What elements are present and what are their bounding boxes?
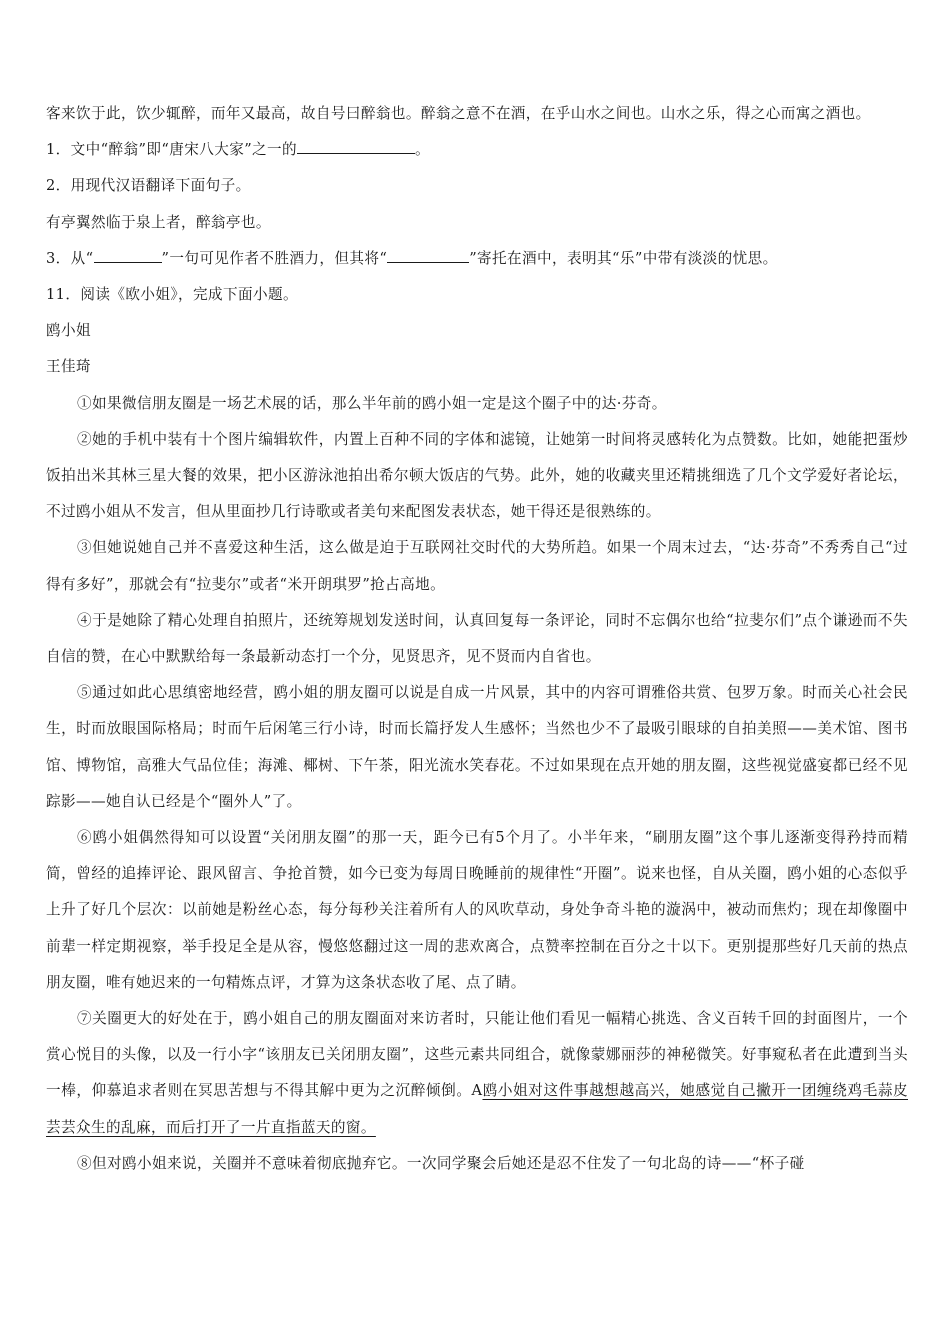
question-2-sentence: 有亭翼然临于泉上者，醉翁亭也。 bbox=[46, 213, 271, 231]
classical-text-ending: 客来饮于此，饮少辄醉，而年又最高，故自号曰醉翁也。醉翁之意不在酒，在乎山水之间也。山水之乐，得之心而寓之酒也。 bbox=[46, 105, 871, 122]
paragraph-7-text: ⑦关圈更大的好处在于，鸥小姐自己的朋友圈面对来访者时，只能让他们看见一幅精心挑选、含义百转千回的封面图片，一个赏心悦目的头像，以及一行小字“该朋友已关闭朋友圈”，这些元素共同组合，就像蒙娜丽莎的神秘微笑。好事窥私者在此遭到当头一棒，仰慕追求者则在冥思苦想与不得其解中更为之沉醉倾倒。 bbox=[46, 1010, 908, 1100]
article-author: 王佳琦 bbox=[46, 358, 91, 376]
document-page bbox=[46, 96, 908, 1182]
paragraph-4: ④于是她除了精心处理自拍照片，还统筹规划发送时间，认真回复每一条评论，同时不忘偶尔也给“拉斐尔们”点个谦逊而不失自信的赞，在心中默默给每一条最新动态打一个分，见贤思齐，见不贤而内自省也。 bbox=[46, 611, 908, 666]
question-3-middle: ”一句可见作者不胜酒力，但其将“ bbox=[161, 249, 388, 267]
underlined-sentence-a: 鸥小姐对这件事越想越高兴，她感觉自己撇开一团缠绕鸡毛蒜皮芸芸众生的乱麻，而后打开了一片直指蓝天的窗。 bbox=[46, 1082, 909, 1136]
paragraph-8: ⑧但对鸥小姐来说，关圈并不意味着彻底抛弃它。一次同学聚会后她还是忍不住发了一句北岛的诗——“杯子碰 bbox=[77, 1154, 805, 1172]
paragraph-1: ①如果微信朋友圈是一场艺术展的话，那么半年前的鸥小姐一定是这个圈子中的达·芬奇。 bbox=[77, 394, 667, 412]
article-title: 鸥小姐 bbox=[46, 322, 91, 340]
paragraph-5: ⑤通过如此心思缜密地经营，鸥小姐的朋友圈可以说是自成一片风景，其中的内容可谓雅俗共赏、包罗万象。时而关心社会民生，时而放眼国际格局；时而午后闲笔三行小诗，时而长篇抒发人生感怀；当然也少不了最吸引眼球的自拍美照——美术馆、图书馆、博物馆，高雅大气品位佳；海滩、椰树、下午茶，阳光流水笑春花。不过如果现在点开她的朋友圈，这些视觉盛宴都已经不见踪影——她自认已经是个“圈外人”了。 bbox=[46, 684, 908, 810]
question-1 bbox=[46, 132, 908, 168]
question-3 bbox=[46, 241, 908, 277]
question-3-start: 3．从“ bbox=[46, 249, 94, 267]
question-1-end: 。 bbox=[415, 141, 431, 159]
paragraph-7 bbox=[46, 1001, 908, 1146]
paragraph-6: ⑥鸥小姐偶然得知可以设置“关闭朋友圈”的那一天，距今已有5个月了。小半年来，“刷朋友圈”这个事儿逐渐变得矜持而精简，曾经的追捧评论、跟风留言、争抢首赞，如今已变为每周日晚睡前的规律性“开圈”。说来也怪，自从关圈，鸥小姐的心态似乎上升了好几个层次：以前她是粉丝心态，每分每秒关注着所有人的风吹草动，身处争奇斗艳的漩涡中，被动而焦灼；现在却像圈中前辈一样定期视察，举手投足全是从容，慢悠悠翻过这一周的悲欢离合，点赞率控制在百分之十以下。更别提那些好几天前的热点朋友圈，唯有她迟来的一句精炼点评，才算为这条状态收了尾、点了睛。 bbox=[46, 829, 908, 991]
answer-blank-3a[interactable] bbox=[94, 248, 162, 263]
paragraph-2: ②她的手机中装有十个图片编辑软件，内置上百种不同的字体和滤镜，让她第一时间将灵感转化为点赞数。比如，她能把蛋炒饭拍出米其林三星大餐的效果，把小区游泳池拍出希尔顿大饭店的气势。此外，她的收藏夹里还精挑细选了几个文学爱好者论坛，不过鸥小姐从不发言，但从里面抄几行诗歌或者美句来配图发表状态，她干得还是很熟练的。 bbox=[46, 430, 908, 521]
question-3-end: ”寄托在酒中，表明其“乐”中带有淡淡的忧思。 bbox=[469, 249, 778, 267]
answer-blank-3b[interactable] bbox=[387, 248, 469, 263]
question-2: 2．用现代汉语翻译下面句子。 bbox=[46, 177, 251, 195]
paragraph-3: ③但她说她自己并不喜爱这种生活，这么做是迫于互联网社交时代的大势所趋。如果一个周末过去，“达·芬奇”不秀秀自己“过得有多好”，那就会有“拉斐尔”或者“米开朗琪罗”抢占高地。 bbox=[46, 539, 908, 593]
question-1-text: 1．文中“醉翁”即“唐宋八大家”之一的 bbox=[46, 141, 298, 159]
underline-marker-a: A bbox=[471, 1082, 483, 1100]
answer-blank-1[interactable] bbox=[297, 139, 415, 154]
section-11-heading: 11．阅读《欧小姐》，完成下面小题。 bbox=[46, 286, 298, 304]
